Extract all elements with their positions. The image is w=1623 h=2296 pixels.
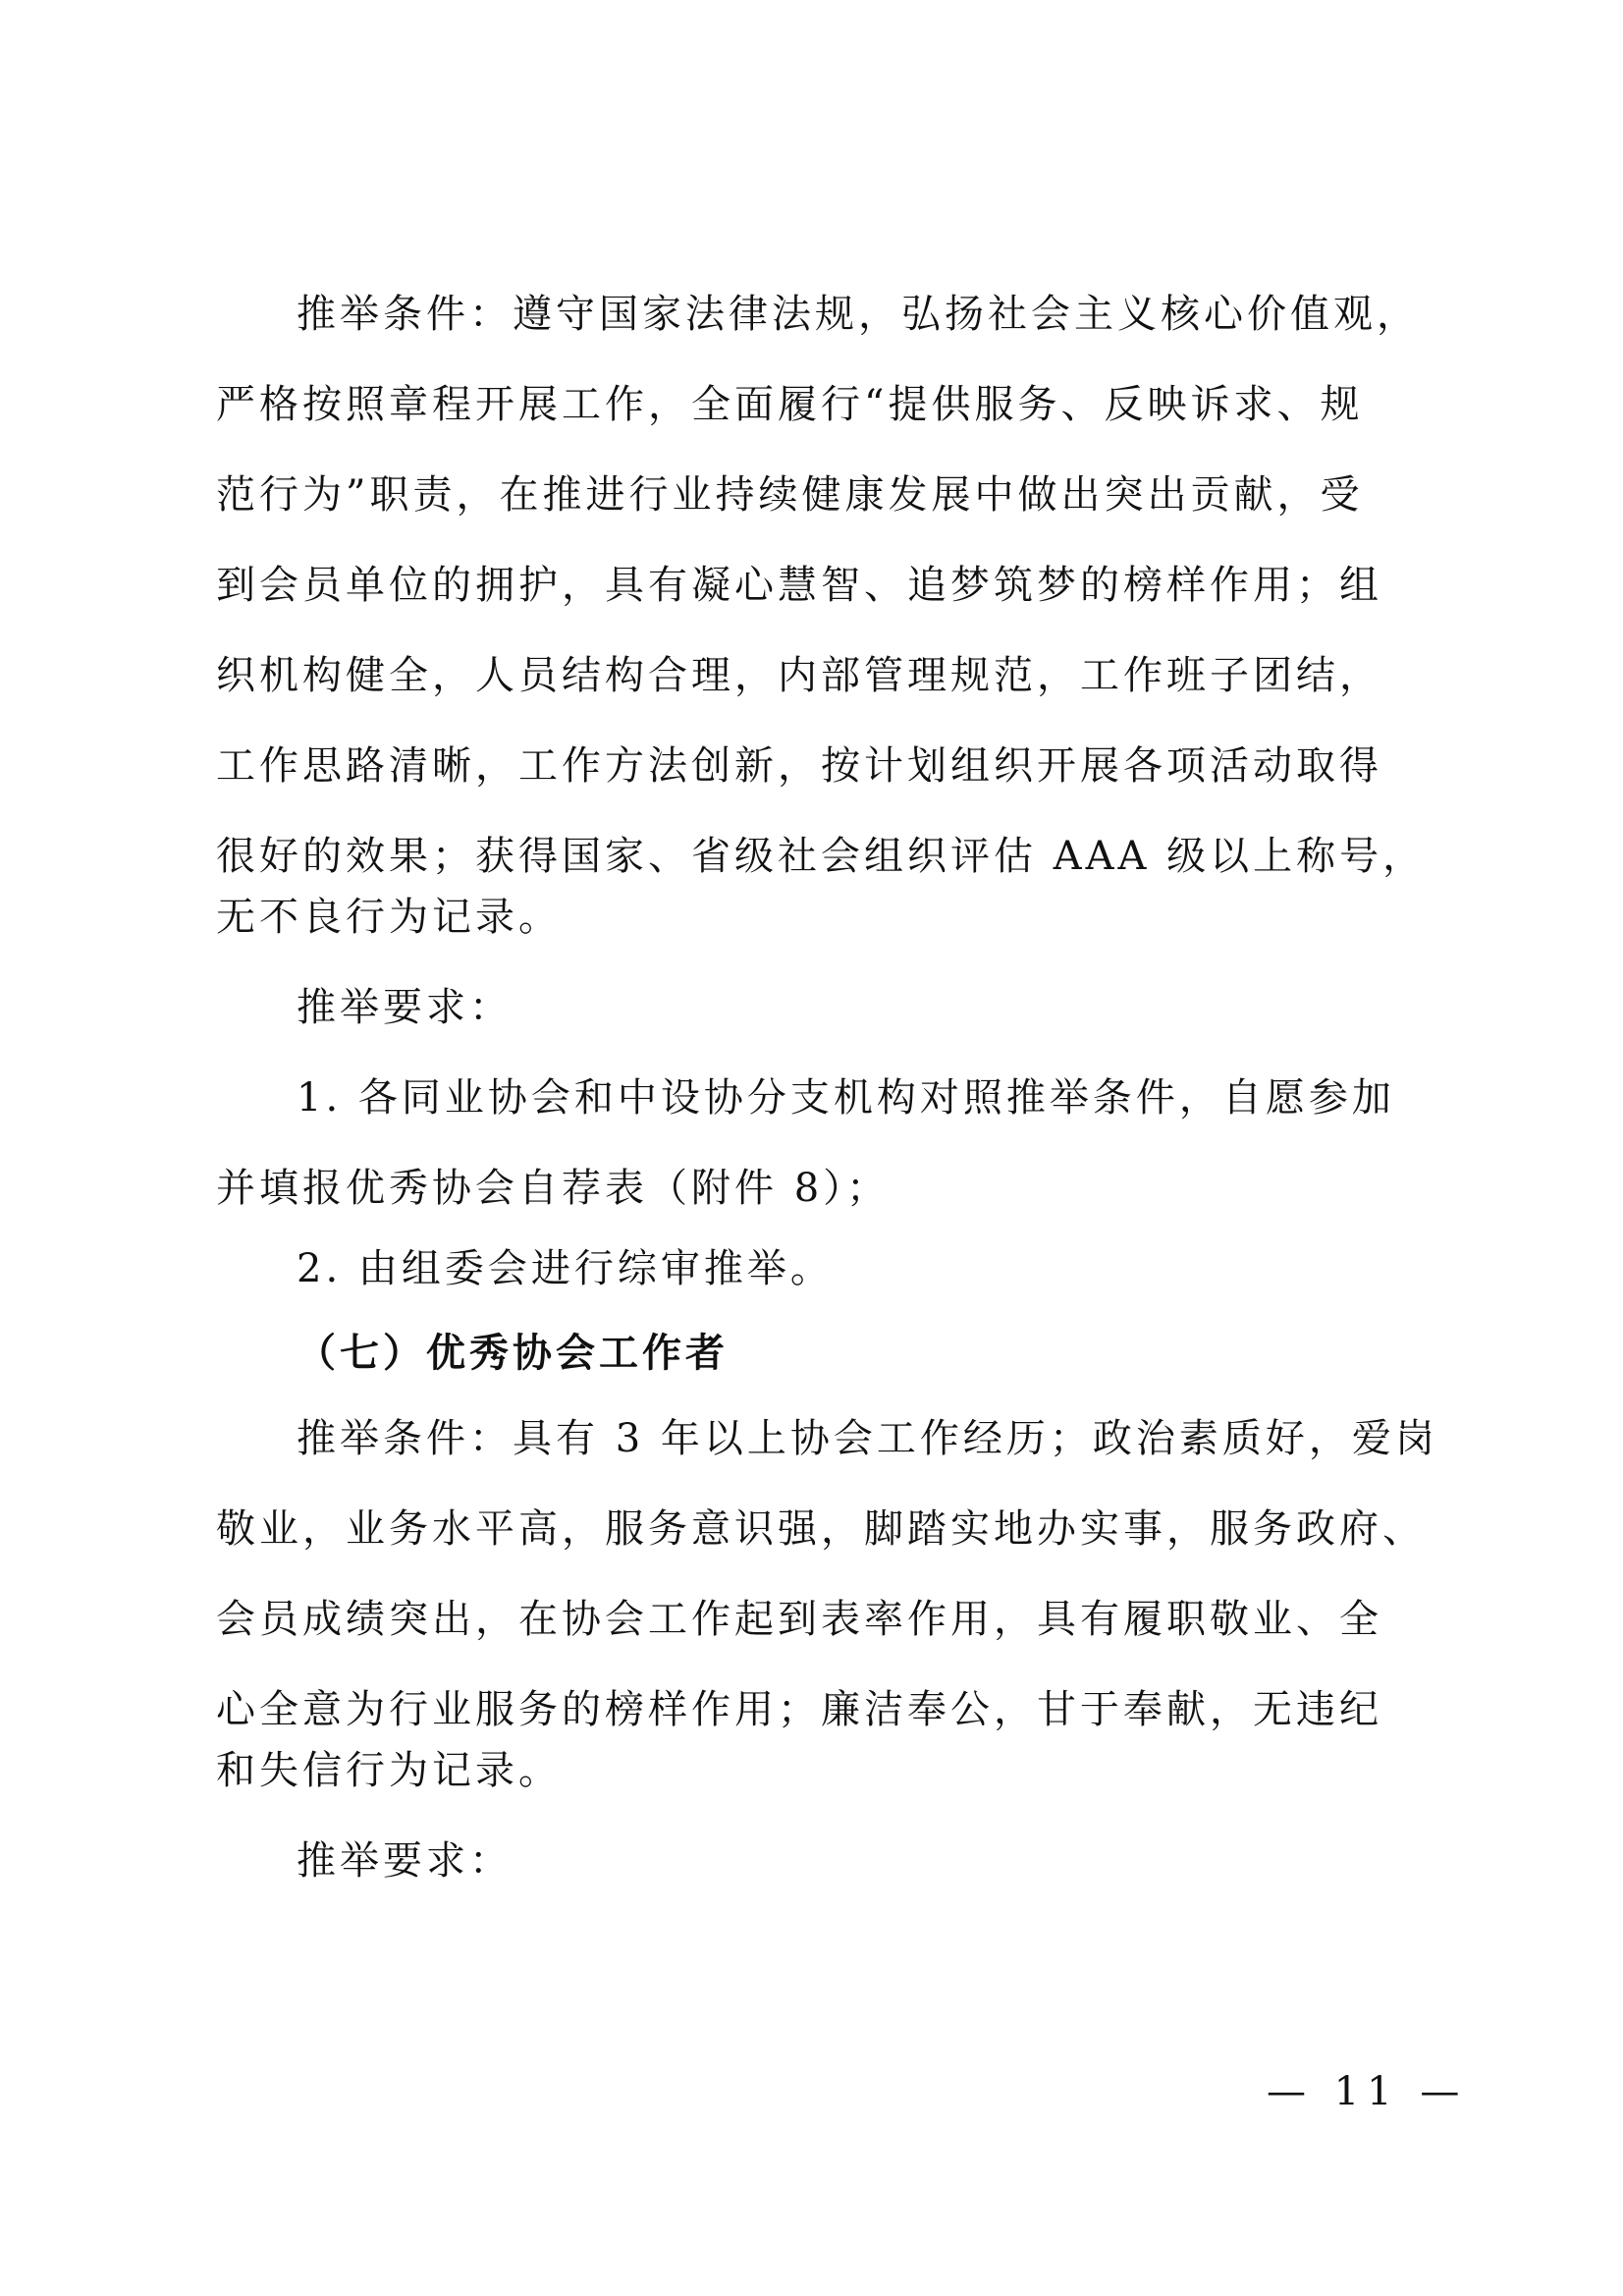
page-number: — 11 — xyxy=(1267,2069,1468,2114)
section-heading: （七）优秀协会工作者 xyxy=(297,1331,729,1376)
list-item: 1. 各同业协会和中设协分支机构对照推举条件，自愿参加 xyxy=(297,1075,1395,1121)
paragraph-line: 和失信行为记录。 xyxy=(216,1748,562,1793)
paragraph-line: 到会员单位的拥护，具有凝心慧智、追梦筑梦的榜样作用；组 xyxy=(216,563,1382,608)
paragraph-line: 织机构健全，人员结构合理，内部管理规范，工作班子团结， xyxy=(216,653,1382,698)
list-item: 2. 由组委会进行综审推举。 xyxy=(297,1246,834,1291)
paragraph-line: 范行为”职责，在推进行业持续健康发展中做出突出贡献，受 xyxy=(216,472,1364,518)
paragraph-line: 会员成绩突出，在协会工作起到表率作用，具有履职敬业、全 xyxy=(216,1597,1382,1642)
section-label: 推举要求： xyxy=(297,985,513,1030)
paragraph-line: 工作思路清晰，工作方法创新，按计划组织开展各项活动取得 xyxy=(216,743,1382,789)
section-label: 推举要求： xyxy=(297,1838,513,1884)
paragraph-line: 推举条件：遵守国家法律法规，弘扬社会主义核心价值观， xyxy=(297,292,1420,337)
paragraph-line: 无不良行为记录。 xyxy=(216,895,562,940)
paragraph-line: 心全意为行业服务的榜样作用；廉洁奉公，甘于奉献，无违纪 xyxy=(216,1687,1382,1732)
list-item-continuation: 并填报优秀协会自荐表（附件 8）； xyxy=(216,1166,891,1211)
paragraph-line: 敬业，业务水平高，服务意识强，脚踏实地办实事，服务政府、 xyxy=(216,1506,1426,1552)
paragraph-line: 推举条件：具有 3 年以上协会工作经历；政治素质好，爱岗 xyxy=(297,1416,1438,1461)
paragraph-line: 很好的效果；获得国家、省级社会组织评估 AAA 级以上称号， xyxy=(216,834,1427,879)
paragraph-line: 严格按照章程开展工作，全面履行“提供服务、反映诉求、规 xyxy=(216,382,1364,427)
